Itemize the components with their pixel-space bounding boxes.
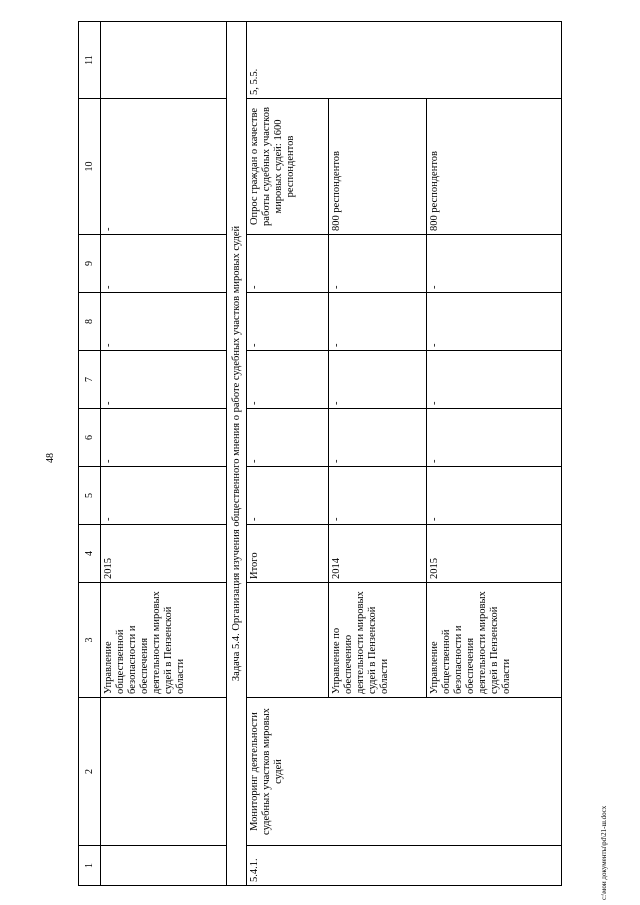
column-number: 5 [79, 467, 101, 525]
column-number: 3 [79, 583, 101, 698]
page-number: 48 [45, 453, 56, 463]
table-cell: - [427, 235, 562, 293]
table-cell [101, 846, 227, 886]
table-cell: - [101, 467, 227, 525]
year-cell: 2014 [329, 525, 427, 583]
table-cell: - [427, 409, 562, 467]
column-number: 1 [79, 846, 101, 886]
table-cell: - [427, 293, 562, 351]
table-cell: - [101, 351, 227, 409]
table-cell [101, 22, 227, 99]
table-cell: - [427, 351, 562, 409]
table-cell: - [101, 99, 227, 235]
table-cell: - [329, 235, 427, 293]
table-cell [101, 698, 227, 846]
column-number: 6 [79, 409, 101, 467]
table-cell: - [427, 467, 562, 525]
table-cell: - [101, 293, 227, 351]
column-number: 7 [79, 351, 101, 409]
table-cell: - [329, 293, 427, 351]
measure-number: 5.4.1. [247, 846, 562, 886]
table-cell: - [247, 235, 329, 293]
task-title: Задача 5.4. Организация изучения общественного мнения о работе судебных участков мировых судей [227, 22, 247, 886]
result-cell: 800 респондентов [329, 99, 427, 235]
table-cell: - [101, 409, 227, 467]
table-row [247, 22, 329, 886]
table-row [101, 22, 227, 886]
table-cell: - [101, 235, 227, 293]
result-cell: 800 респондентов [427, 99, 562, 235]
measure-name: Мониторинг деятельности судебных участков мировых судей [247, 698, 562, 846]
responsible-cell [247, 583, 329, 698]
column-number: 8 [79, 293, 101, 351]
table-cell: - [329, 409, 427, 467]
program-measures-table [78, 21, 562, 886]
rotated-table-wrapper [78, 22, 562, 886]
column-number: 2 [79, 698, 101, 846]
table-cell: - [247, 293, 329, 351]
column-number: 4 [79, 525, 101, 583]
task-heading-row [227, 22, 247, 886]
year-cell: 2015 [101, 525, 227, 583]
table-cell: - [247, 409, 329, 467]
indicator-cell: 5, 5.5. [247, 22, 562, 99]
result-cell: Опрос граждан о качестве работы судебных участков мировых судей: 1600 респондентов [247, 99, 329, 235]
column-number: 9 [79, 235, 101, 293]
year-cell: 2015 [427, 525, 562, 583]
table-cell: - [247, 351, 329, 409]
column-number: 11 [79, 22, 101, 99]
table-cell: - [247, 467, 329, 525]
responsible-cell: Управление по обеспечению деятельности мировых судей в Пензенской области [329, 583, 427, 698]
column-number: 10 [79, 99, 101, 235]
table-cell: - [329, 351, 427, 409]
column-number-row [79, 22, 101, 886]
responsible-cell: Управление общественной безопасности и обеспечения деятельности мировых судей в Пензенской области [101, 583, 227, 698]
table-cell: - [329, 467, 427, 525]
year-cell: Итого [247, 525, 329, 583]
responsible-cell: Управление общественной безопасности и обеспечения деятельности мировых судей в Пензенской области [427, 583, 562, 698]
footer-file-path: c:\мои документы\pd\21-ш.docx [600, 805, 608, 900]
